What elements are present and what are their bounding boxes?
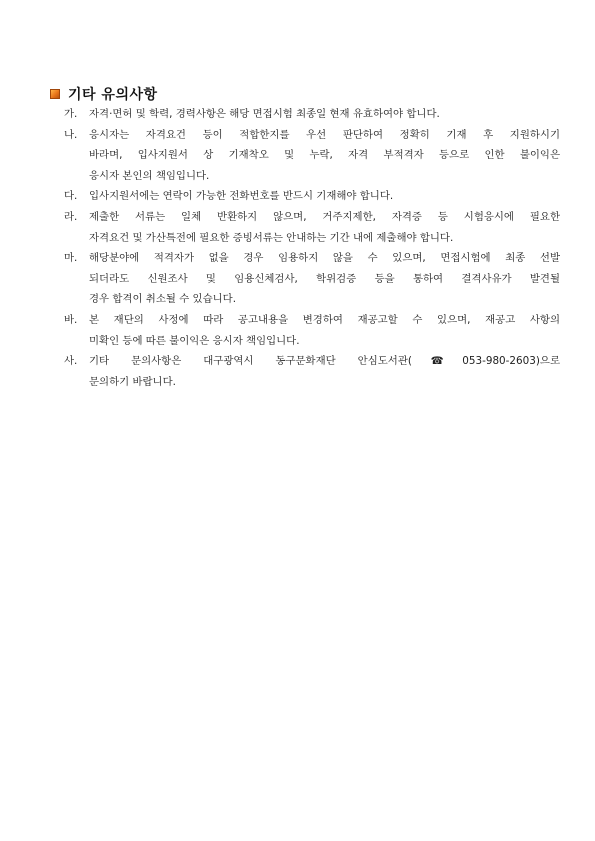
list-item-text bbox=[89, 207, 560, 248]
list-item bbox=[64, 125, 560, 187]
section-title: 기타 유의사항 bbox=[68, 87, 158, 103]
list-item bbox=[64, 351, 560, 392]
list-item bbox=[64, 310, 560, 351]
list-item-marker: 라. bbox=[64, 210, 78, 223]
list-item-line: 응시자는 자격요건 등이 적합한지를 우선 판단하여 정확히 기재 후 지원하시기 bbox=[89, 128, 560, 141]
list-item-line: 자격요건 및 가산특전에 필요한 증빙서류는 안내하는 기간 내에 제출해야 합니다. bbox=[89, 231, 454, 244]
list-item-line: 본 재단의 사정에 따라 공고내용을 변경하여 재공고할 수 있으며, 재공고 사항의 bbox=[89, 313, 560, 326]
list-item-marker: 가. bbox=[64, 108, 78, 120]
list-item bbox=[64, 207, 560, 248]
list-item-marker: 마. bbox=[64, 252, 78, 265]
list-item-text bbox=[89, 125, 560, 187]
list-item-line: 바라며, 입사지원서 상 기재착오 및 누락, 자격 부적격자 등으로 인한 불이익은 bbox=[89, 149, 560, 162]
list-item-marker: 바. bbox=[64, 313, 78, 326]
list-item bbox=[64, 248, 560, 310]
list-item-text bbox=[89, 248, 560, 310]
list-item-marker: 나. bbox=[64, 128, 78, 141]
list-item bbox=[64, 186, 560, 207]
list-item-text bbox=[89, 310, 560, 351]
list-item-text bbox=[89, 351, 560, 392]
list-item-line: 자격·면허 및 학력, 경력사항은 해당 면접시험 최종일 현재 유효하여야 합니다. bbox=[89, 108, 440, 120]
list-item-line: 문의하기 바랍니다. bbox=[89, 375, 176, 388]
list-item-marker: 다. bbox=[64, 190, 78, 203]
list-item bbox=[64, 104, 560, 125]
notice-list bbox=[64, 104, 560, 392]
list-item-line: 미확인 등에 따른 불이익은 응시자 책임입니다. bbox=[89, 334, 300, 347]
section-heading bbox=[50, 84, 158, 104]
list-item-text bbox=[89, 186, 560, 207]
list-item-line: 경우 합격이 취소될 수 있습니다. bbox=[89, 293, 236, 306]
list-item-line: 입사지원서에는 연락이 가능한 전화번호를 반드시 기재해야 합니다. bbox=[89, 190, 394, 203]
list-item-text bbox=[89, 104, 560, 125]
list-item-line: 되더라도 신원조사 및 임용신체검사, 학위검증 등을 통하여 결격사유가 발견될 bbox=[89, 272, 560, 285]
list-item-line: 응시자 본인의 책임입니다. bbox=[89, 169, 210, 182]
list-item-marker: 사. bbox=[64, 355, 78, 368]
list-item-line: 기타 문의사항은 대구광역시 동구문화재단 안심도서관(☎053-980-2603)으로 bbox=[89, 355, 560, 368]
list-item-line: 해당분야에 적격자가 없을 경우 임용하지 않을 수 있으며, 면접시험에 최종 선발 bbox=[89, 252, 560, 265]
list-item-line: 제출한 서류는 일체 반환하지 않으며, 거주지제한, 자격증 등 시험응시에 필요한 bbox=[89, 210, 560, 223]
square-bullet-icon bbox=[50, 89, 60, 99]
